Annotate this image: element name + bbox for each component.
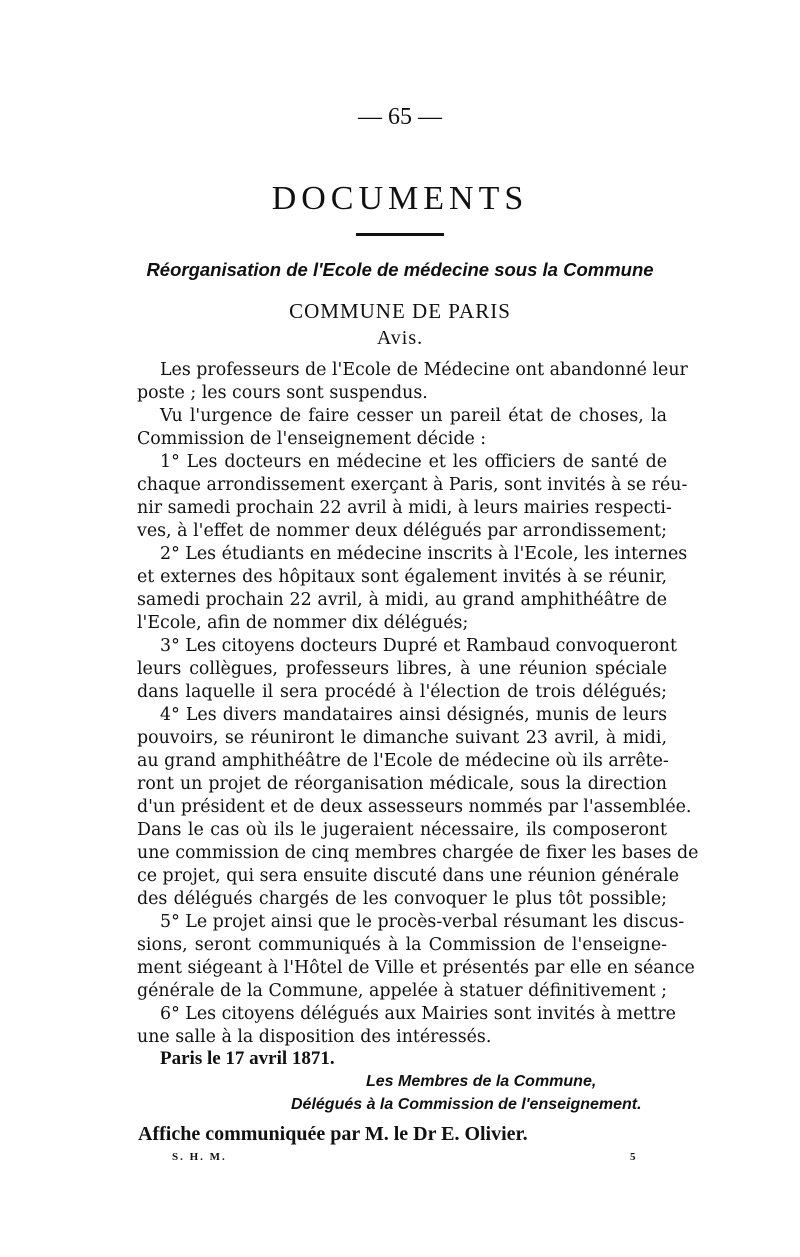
body-line: poste ; les cours sont suspendus.: [137, 383, 428, 403]
body-line: Les professeurs de l'Ecole de Médecine ont abandonné leur: [160, 360, 688, 380]
body-line: 2° Les étudiants en médecine inscrits à l'Ecole, les internes: [160, 544, 688, 564]
body-line: ves, à l'effet de nommer deux délégués par arrondissement;: [137, 521, 667, 541]
signature-line-2: Délégués à la Commission de l'enseignement.: [291, 1096, 642, 1113]
body-line: une salle à la disposition des intéressés.: [137, 1027, 492, 1047]
body-line: pouvoirs, se réuniront le dimanche suivant 23 avril, à midi,: [137, 728, 667, 748]
body-line: d'un président et de deux assesseurs nommés par l'assemblée.: [137, 797, 692, 817]
body-line: 5° Le projet ainsi que le procès-verbal résumant les discus-: [160, 912, 685, 932]
body-line: des délégués chargés de les convoquer le plus tôt possible;: [137, 889, 667, 909]
page-number: — 65 —: [358, 104, 442, 130]
body-line: chaque arrondissement exerçant à Paris, sont invités à se réu-: [137, 475, 688, 495]
affiche-line: Affiche communiquée par M. le Dr E. Olivier.: [138, 1123, 528, 1145]
date-line: Paris le 17 avril 1871.: [160, 1048, 335, 1069]
body-line: samedi prochain 22 avril, à midi, au grand amphithéâtre de: [137, 590, 667, 610]
body-line: Vu l'urgence de faire cesser un pareil état de choses, la: [160, 406, 667, 426]
body-line: au grand amphithéâtre de l'Ecole de médecine où ils arrête-: [137, 751, 669, 771]
commune-heading: COMMUNE DE PARIS: [289, 299, 511, 323]
title-rule: [356, 233, 444, 236]
body-line: l'Ecole, afin de nommer dix délégués;: [137, 613, 469, 633]
body-line: ront un projet de réorganisation médicale, sous la direction: [137, 774, 667, 794]
avis-heading: Avis.: [376, 327, 424, 349]
body-line: Dans le cas où ils le jugeraient nécessaire, ils composeront: [137, 820, 667, 840]
body-line: une commission de cinq membres chargée de fixer les bases de: [137, 843, 699, 863]
body-line: ce projet, qui sera ensuite discuté dans une réunion générale: [137, 866, 679, 886]
body-line: leurs collègues, professeurs libres, à une réunion spéciale: [137, 659, 667, 679]
body-line: 3° Les citoyens docteurs Dupré et Rambaud convoqueront: [160, 636, 677, 656]
document-title: DOCUMENTS: [271, 180, 529, 217]
footer-sheet-number: 5: [630, 1151, 638, 1163]
body-line: 6° Les citoyens délégués aux Mairies sont invités à mettre: [160, 1004, 676, 1024]
body-line: générale de la Commune, appelée à statuer définitivement ;: [137, 981, 667, 1001]
body-line: dans laquelle il sera procédé à l'élection de trois délégués;: [137, 682, 667, 702]
body-line: Commission de l'enseignement décide :: [137, 429, 487, 449]
signature-line-1: Les Membres de la Commune,: [366, 1073, 597, 1090]
body-line: 1° Les docteurs en médecine et les officiers de santé de: [160, 452, 667, 472]
body-line: ment siégeant à l'Hôtel de Ville et présentés par elle en séance: [137, 958, 695, 978]
body-line: 4° Les divers mandataires ainsi désignés, munis de leurs: [160, 705, 667, 725]
body-line: sions, seront communiqués à la Commission de l'enseigne-: [137, 935, 667, 955]
body-line: nir samedi prochain 22 avril à midi, à leurs mairies respecti-: [137, 498, 672, 518]
body-line: et externes des hôpitaux sont également invités à se réunir,: [137, 567, 667, 587]
footer-signature-mark: S. H. M.: [172, 1151, 227, 1163]
document-subtitle: Réorganisation de l'Ecole de médecine sous la Commune: [146, 259, 654, 280]
